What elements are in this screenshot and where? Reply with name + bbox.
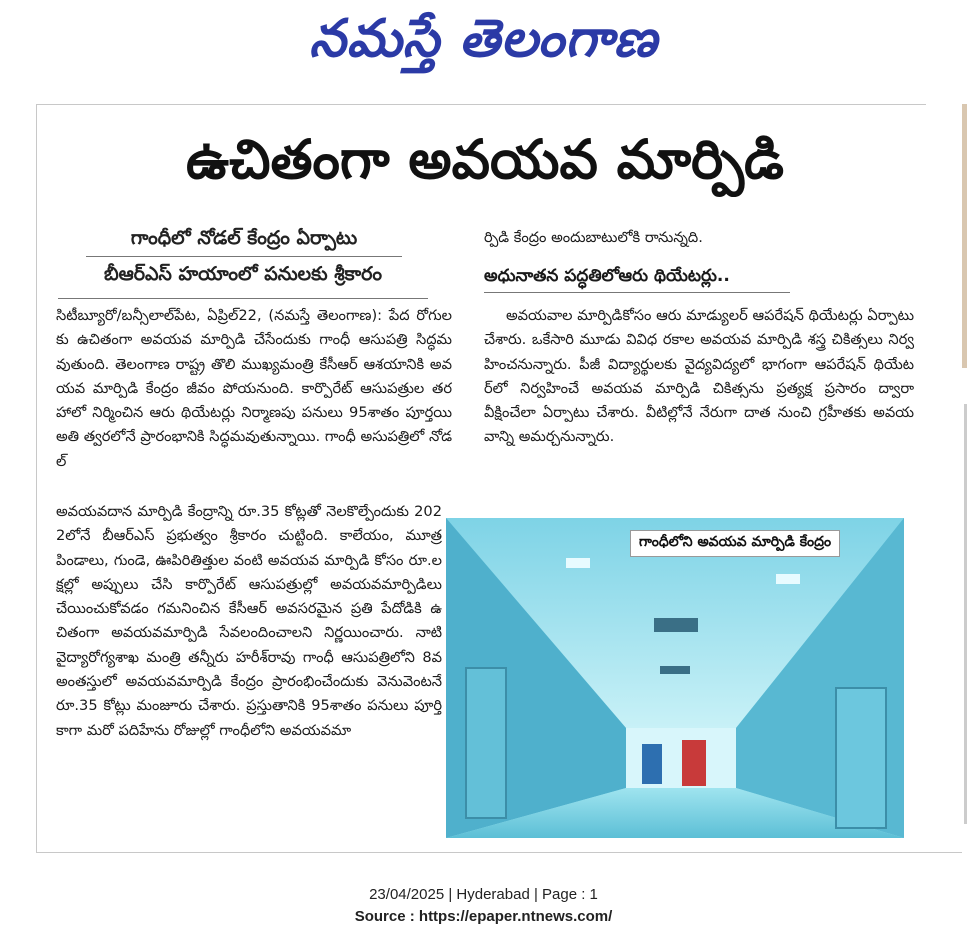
footer-source-link[interactable]: Source : https://epaper.ntnews.com/ <box>354 908 613 925</box>
photo-caption: గాంధీలోని అవయవ మార్పిడి కేంద్రం <box>630 530 840 557</box>
article-frame-left <box>36 104 37 852</box>
subheading-underline <box>58 298 428 299</box>
subheading-first: గాంధీలో నోడల్ కేంద్రం ఏర్పాటు <box>130 227 358 249</box>
corridor-illustration <box>446 518 904 838</box>
column-2-continuation: ర్పిడి కేంద్రం అందుబాటులోకి రానున్నది. <box>484 229 703 246</box>
column-2-text: అవయవాల మార్పిడికోసం ఆరు మాడ్యులర్ ఆపరేషన్ థియేటర్లు ఏర్పాటు చేశారు. ఒకేసారి మూడు వివిధ రకాల అవయవ మార్పిడి శస్త్ర చికిత్సలు నిర్వహించనున్నారు. పీజీ విద్యార్థులకు వైద్యవిద్యలో భాగంగా ఆపరేషన్ థియేటర్‌లో నిర్వహించే అవయవ మార్పిడి చికిత్సను ప్రత్యక్ష ప్రసారం ద్వారా వీక్షించేలా ఏర్పాటు చేశారు. వీటిల్లోనే నేరుగా దాత నుంచి గ్రహీతకు అవయవాన్ని అమర్చనున్నారు. <box>484 307 914 446</box>
adjacent-article-fragment <box>938 104 967 852</box>
article-headline: ఉచితంగా అవయవ మార్పిడి <box>186 128 784 191</box>
column-1-text-bottom: అవయవదాన మార్పిడి కేంద్రాన్ని రూ.35 కోట్లతో నెలకొల్పేందుకు 2022లోనే బీఆర్ఎస్ ప్రభుత్వం శ్రీకారం చుట్టింది. కాలేయం, మూత్రపిండాలు, గుండె, ఊపిరితిత్తుల వంటి అవయవ మార్పిడి కోసం రూ.లక్షల్లో అప్పులు చేసి కార్పొరేట్ ఆసుపత్రుల్లో అవయవమార్పిడిలు చేయించుకోవడం గమనించిన కేసీఆర్ అవసరమైన ప్రతి పేదోడికి ఉచితంగా అవయవమార్పిడి సేవలందించాలని నిర్ణయించారు. నాటి వైద్యారోగ్యశాఖ మంత్రి తన్నీరు హరీశ్‌రావు గాంధీ ఆసుపత్రిలోని 8వ అంతస్తులో అవయవమార్పిడి కేంద్రం ప్రారంభించేందుకు వెనువెంటనే రూ.35 కోట్లు మంజూరు చేశారు. ప్రస్తుతానికి 95శాతం పనులు పూర్తి కాగా మరో పదిహేను రోజుల్లో గాంధీలోని అవయవమా <box>56 503 442 739</box>
masthead-logo: నమస్తే తెలంగాణ <box>309 8 658 69</box>
subheading-underline <box>86 256 402 257</box>
article-frame-bottom <box>36 852 962 853</box>
article-frame-top <box>36 104 926 105</box>
subheading-second: బీఆర్ఎస్ హయాంలో పనులకు శ్రీకారం <box>103 263 383 285</box>
hospital-corridor-photo <box>446 518 904 838</box>
subheading-underline <box>484 292 790 293</box>
subheading-third: అధునాతన పద్ధతిలోఆరు థియేటర్లు.. <box>484 266 730 286</box>
column-1-text-top: సిటీబ్యూరో/బన్సీలాల్‌పేట, ఏప్రిల్22, (నమస్తే తెలంగాణ): పేద రోగులకు ఉచితంగా అవయవ మార్పిడి చేసేందుకు గాంధీ ఆసుపత్రి సిద్ధమవుతుంది. తెలంగాణ రాష్ట్ర తొలి ముఖ్యమంత్రి కేసీఆర్ ఆశయానికి అవయవ మార్పిడి కేంద్రం జీవం పోయనుంది. కార్పొరేట్ ఆసుపత్రుల తరహాలో నిర్మించిన ఆరు థియేటర్లు నిర్మాణపు పనులు 95శాతం పూర్తయి అతి త్వరలోనే ప్రారంభానికి సిద్ధమవుతున్నాయి. గాంధీ అసుపత్రిలో నోడల్ <box>56 307 452 470</box>
footer-date-edition: 23/04/2025 | Hyderabad | Page : 1 <box>369 886 598 903</box>
adjacent-page-edge <box>938 104 967 852</box>
